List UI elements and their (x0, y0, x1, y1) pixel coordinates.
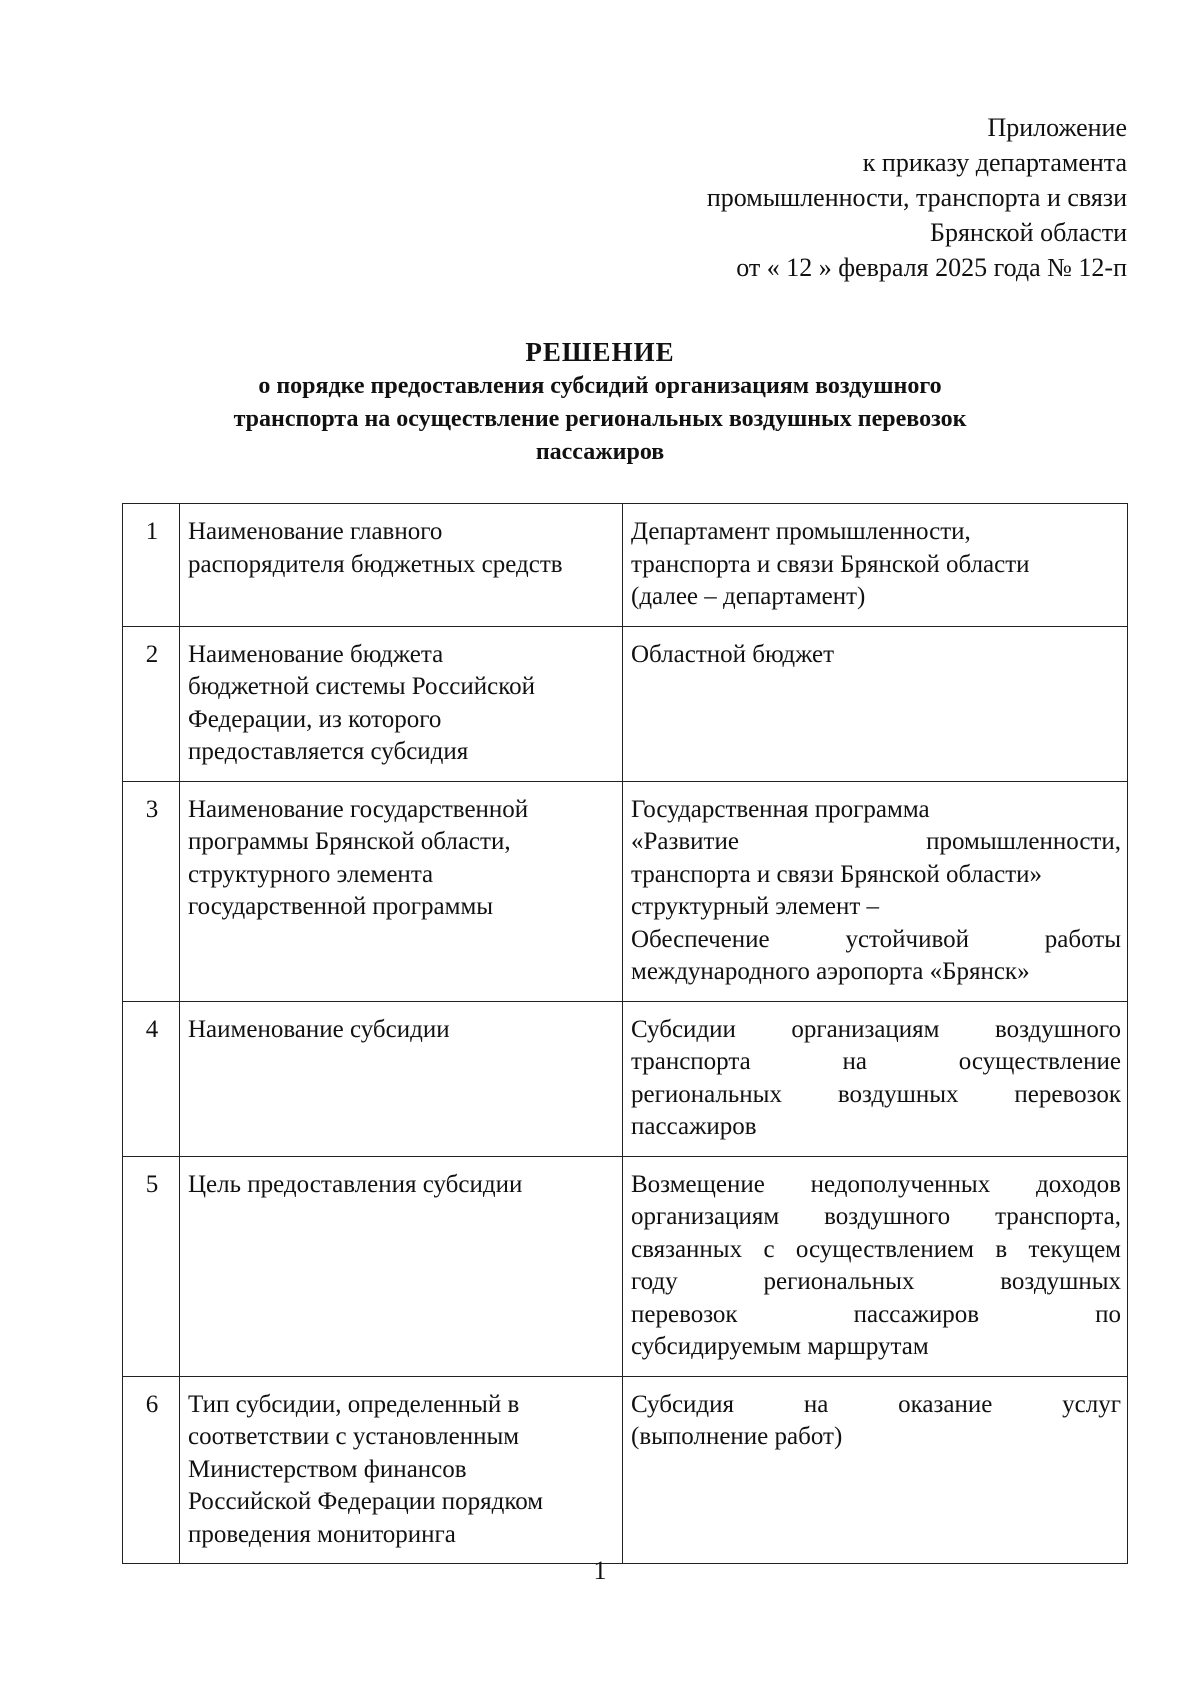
decision-table (122, 503, 1128, 1564)
appendix-line: промышленности, транспорта и связи (706, 183, 1127, 212)
row-name-line: Российской Федерации порядком (188, 1488, 544, 1515)
row-value-line: перевозок пассажиров по (631, 1300, 1121, 1328)
table-row (123, 504, 1128, 627)
row-value-line: структурный элемент – (631, 893, 880, 920)
row-name (180, 626, 623, 781)
row-value (623, 626, 1128, 781)
title-subtitle-line: пассажиров (535, 439, 665, 465)
row-name (180, 781, 623, 1001)
row-name-line: соответствии с установленным (188, 1423, 520, 1450)
row-number: 2 (123, 626, 180, 781)
row-name-line: Наименование государственной (188, 795, 529, 823)
row-name-line: проведения мониторинга (188, 1520, 456, 1548)
row-value-line: транспорта на осуществление (631, 1048, 1121, 1075)
table-row (123, 781, 1128, 1001)
row-name-line: Министерством финансов (188, 1455, 467, 1483)
row-value-line: (выполнение работ) (631, 1423, 843, 1450)
appendix-line: Приложение (987, 113, 1127, 142)
appendix-header (527, 110, 1127, 285)
row-value (623, 504, 1128, 627)
row-value-line: Субсидии организациям воздушного (631, 1015, 1121, 1043)
row-number: 6 (123, 1376, 180, 1564)
row-value-line: году региональных воздушных (631, 1268, 1121, 1295)
row-value (623, 1001, 1128, 1156)
row-name-line: Цель предоставления субсидии (188, 1170, 523, 1198)
row-value-line: субсидируемым маршрутам (631, 1333, 929, 1360)
row-name (180, 504, 623, 627)
row-value-line: транспорта и связи Брянской области» (631, 860, 1043, 888)
row-name-line: предоставляется субсидия (188, 738, 469, 765)
title-subtitle-line: о порядке предоставления субсидий организациям воздушного (258, 373, 942, 399)
row-number: 4 (123, 1001, 180, 1156)
table-row (123, 1376, 1128, 1564)
row-name-line: распорядителя бюджетных средств (188, 550, 563, 578)
row-value-line: «Развитие промышленности, (631, 828, 1121, 855)
appendix-line: Брянской области (930, 218, 1127, 247)
title-subtitle-line: транспорта на осуществление региональных воздушных перевозок (233, 406, 967, 432)
row-name (180, 1156, 623, 1376)
row-value-line: Субсидия на оказание услуг (631, 1390, 1121, 1418)
row-value-line: пассажиров (631, 1113, 757, 1140)
row-value (623, 1156, 1128, 1376)
row-name-line: Федерации, из которого (188, 705, 442, 733)
row-value-line: организациям воздушного транспорта, (631, 1203, 1121, 1230)
row-name-line: Наименование бюджета (188, 640, 444, 668)
row-value-line: Областной бюджет (631, 640, 835, 668)
table-row (123, 626, 1128, 781)
row-value-line: Возмещение недополученных доходов (631, 1170, 1121, 1198)
table-row (123, 1001, 1128, 1156)
page-number: 1 (593, 1556, 607, 1585)
row-value-line: Государственная программа (631, 795, 930, 823)
row-name-line: программы Брянской области, (188, 828, 511, 855)
row-value-line: Обеспечение устойчивой работы (631, 925, 1121, 953)
row-value (623, 1376, 1128, 1564)
row-number: 3 (123, 781, 180, 1001)
row-value-line: международного аэропорта «Брянск» (631, 958, 1030, 985)
row-number: 5 (123, 1156, 180, 1376)
document-title (140, 334, 1060, 469)
appendix-line: от « 12 » февраля 2025 года № 12-п (736, 253, 1127, 282)
row-name (180, 1376, 623, 1564)
table-row (123, 1156, 1128, 1376)
row-value-line: (далее – департамент) (631, 583, 866, 610)
row-value-line: региональных воздушных перевозок (631, 1080, 1121, 1108)
row-name (180, 1001, 623, 1156)
row-name-line: структурного элемента (188, 860, 434, 888)
row-name-line: Наименование субсидии (188, 1015, 450, 1043)
appendix-line: к приказу департамента (862, 148, 1127, 177)
row-name-line: государственной программы (188, 893, 494, 920)
row-value (623, 781, 1128, 1001)
title-main: РЕШЕНИЕ (525, 337, 675, 367)
row-name-line: Наименование главного (188, 518, 443, 545)
row-value-line: связанных с осуществлением в текущем (631, 1235, 1121, 1263)
row-value-line: Департамент промышленности, (631, 518, 971, 545)
row-value-line: транспорта и связи Брянской области (631, 550, 1030, 578)
row-name-line: бюджетной системы Российской (188, 673, 535, 700)
row-number: 1 (123, 504, 180, 627)
row-name-line: Тип субсидии, определенный в (188, 1390, 520, 1418)
